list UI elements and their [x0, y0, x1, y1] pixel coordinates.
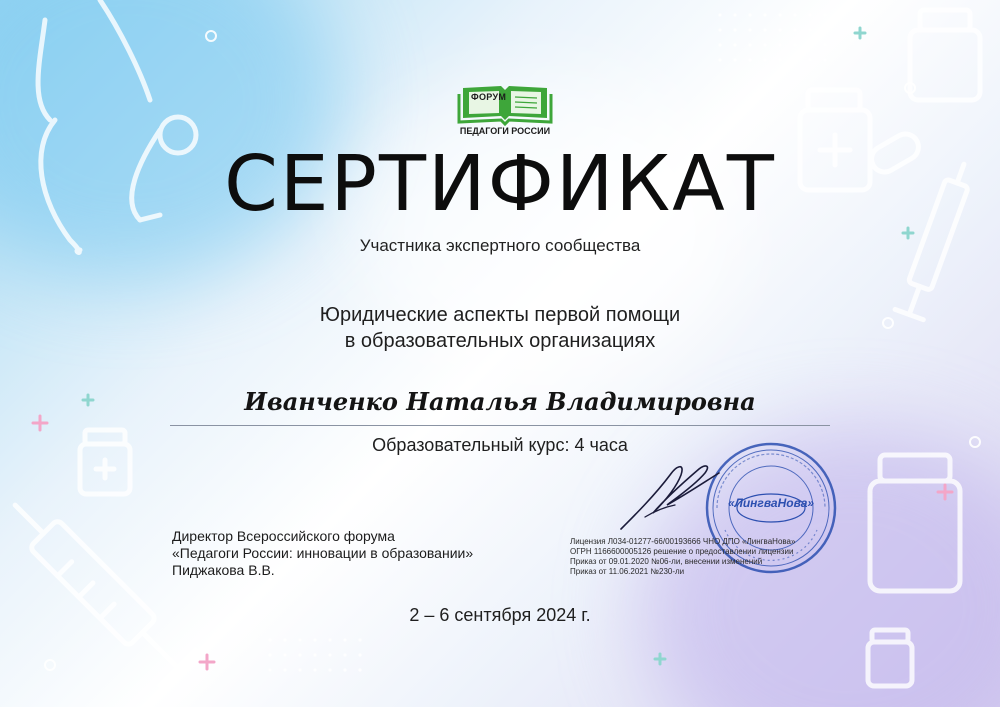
- recipient-name: Иванченко Наталья Владимировна: [244, 387, 756, 416]
- license-line: Приказ от 11.06.2021 №230-ли: [570, 567, 685, 576]
- logo-top-text: ФОРУМ: [471, 92, 507, 102]
- event-date: 2 – 6 сентября 2024 г.: [409, 605, 591, 625]
- forum-logo: [455, 82, 555, 142]
- director-name: Пиджакова В.В.: [172, 562, 275, 578]
- course-title-line: Юридические аспекты первой помощи: [319, 304, 681, 326]
- course-title-line: в образовательных организациях: [344, 330, 656, 352]
- license-line: Лицензия Л034-01277-66/00193666 ЧНО ДПО «ЛингваНова»: [570, 537, 796, 546]
- course-title: [0, 302, 1000, 354]
- certificate-title: СЕРТИФИКАТ: [224, 140, 776, 229]
- logo-bottom-text: ПЕДАГОГИ РОССИИ: [459, 126, 551, 136]
- director-block: [172, 528, 473, 579]
- syringe-icon: [0, 487, 195, 685]
- handwritten-signature: [615, 455, 725, 535]
- license-line: ОГРН 1166600005126 решение о предоставлении лицензии: [570, 547, 794, 556]
- pill-bottle-icon: [868, 630, 912, 686]
- director-title: Директор Всероссийского форума: [172, 528, 395, 544]
- director-organization: «Педагоги России: инновации в образовании»: [172, 545, 474, 561]
- certificate-subtitle: Участника экспертного сообщества: [359, 236, 641, 255]
- license-info: [570, 537, 795, 577]
- name-underline: [170, 425, 830, 426]
- license-line: Приказ от 09.01.2020 №06-ли, внесении изменений: [570, 557, 763, 566]
- course-hours: Образовательный курс: 4 часа: [372, 435, 628, 455]
- pill-bottle-icon: [910, 10, 980, 100]
- seal-center-text: «ЛингваНова»: [727, 496, 815, 510]
- pill-bottle-icon: [870, 455, 960, 591]
